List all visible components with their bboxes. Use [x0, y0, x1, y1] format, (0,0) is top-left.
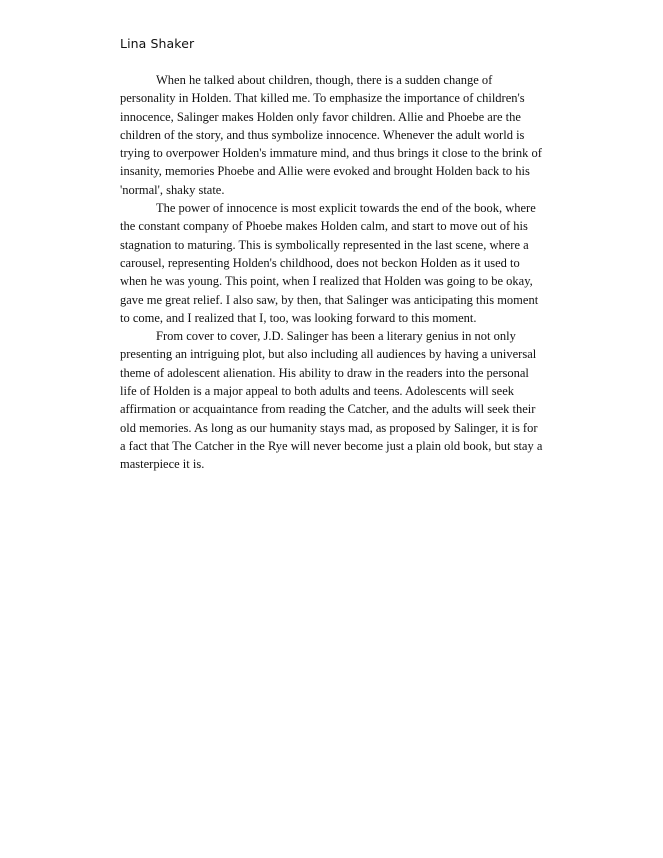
- author-name-header: Lina Shaker: [120, 36, 195, 51]
- essay-body: [120, 71, 543, 474]
- paragraph-conclusion: From cover to cover, J.D. Salinger has been a literary genius in not only presenting an intriguing plot, but also including all audiences by having a universal theme of adolescent alienation. His ability to draw in the readers into the personal life of Holden is a major appeal to both adults and teens. Adolescents will seek affirmation or acquaintance from reading the Catcher, and the adults will seek their old memories. As long as our humanity stays mad, as proposed by Salinger, it is for a fact that The Catcher in the Rye will never become just a plain old book, but stay a masterpiece it is.: [120, 329, 543, 472]
- paragraph-power-of-innocence: The power of innocence is most explicit towards the end of the book, where the constant company of Phoebe makes Holden calm, and start to move out of his stagnation to maturing. This is symbolically represented in the last scene, where a carousel, representing Holden's childhood, does not beckon Holden as it used to when he was young. This point, when I realized that Holden was going to be okay, gave me great relief. I also saw, by then, that Salinger was anticipating this moment to come, and I realized that I, too, was looking forward to this moment.: [120, 201, 539, 325]
- paragraph-childhood-innocence: When he talked about children, though, there is a sudden change of personality in Holden. That killed me. To emphasize the importance of children's innocence, Salinger makes Holden only favor children. Allie and Phoebe are the children of the story, and thus symbolize innocence. Whenever the adult world is trying to overpower Holden's immature mind, and thus brings it close to the brink of insanity, memories Phoebe and Allie were evoked and brought Holden back to his 'normal', shaky state.: [120, 73, 542, 197]
